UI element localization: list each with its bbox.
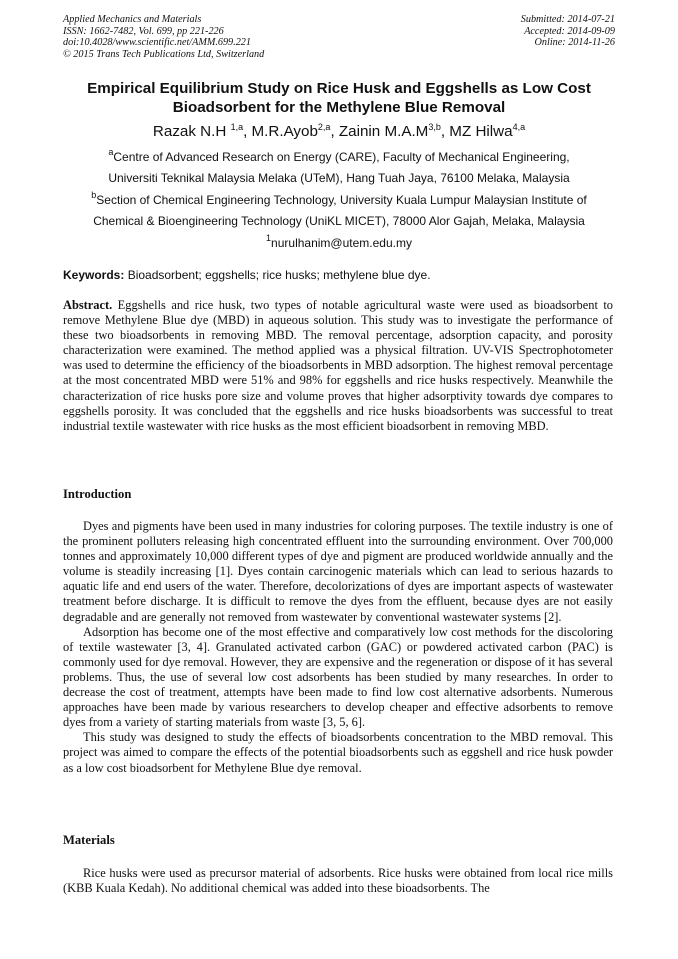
online-date: Online: 2014-11-26 xyxy=(534,37,615,48)
introduction-paragraph-2: Adsorption has become one of the most effective and comparatively low cost methods for the discoloring of textile wastewater [3, 4]. Granulated activated carbon (GAC) or powdered activated carbon (PAC) is commonly used for dye removal. However, they are expensive and the regeneration or dispose of it has several problems. Thus, the use of several low cost adsorbents has been studied by many researches. In order to decrease the cost of treatment, attempts have been made to find low cost alternative adsorbents. Numerous approaches have been made by various researchers to develop cheaper and effective adsorbents to remove dyes from a variety of starting materials from waste [3, 5, 6]. xyxy=(63,624,613,730)
author-4: , MZ Hilwa xyxy=(440,123,513,140)
introduction-paragraph-1: Dyes and pigments have been used in many industries for coloring purposes. The textile industry is one of the prominent polluters releasing high concentrated effluent into the surrounding environment. Over 700,000 tonnes and approximately 10,000 different types of dye and pigment are produced worldwide annually and the volume is steadily increasing [1]. Dyes contain carcinogenic materials which can lead to serious hazards to aquatic life and end users of the water. Therefore, decolorizations of dyes are important aspects of wastewater treatment before discharge. It is difficult to remove the dyes from the effluent, because dyes are not easily degradable and are generally not removed from wastewater by conventional wastewater systems [2]. xyxy=(63,519,613,624)
title-line-1: Empirical Equilibrium Study on Rice Husk and Eggshells as Low Cost xyxy=(87,80,591,97)
author-1: Razak N.H xyxy=(152,123,231,140)
affiliation-a-marker: a xyxy=(108,147,114,157)
author-3: , Zainin M.A.M xyxy=(330,123,429,140)
copyright-line: © 2015 Trans Tech Publications Ltd, Switzerland xyxy=(63,48,265,60)
accepted-date: Accepted: 2014-09-09 xyxy=(524,25,615,37)
issn-line: ISSN: 1662-7482, Vol. 699, pp 221-226 xyxy=(63,25,224,37)
abstract xyxy=(63,298,613,434)
affiliation-a-line-1 xyxy=(40,147,638,164)
section-heading-introduction: Introduction xyxy=(63,487,132,501)
affiliation-a-line-2: Universiti Teknikal Malaysia Melaka (UTeM), Hang Tuah Jaya, 76100 Melaka, Malaysia xyxy=(108,171,570,185)
journal-name: Applied Mechanics and Materials xyxy=(63,14,202,25)
author-3-affil: 3,b xyxy=(428,122,441,132)
abstract-label: Abstract. xyxy=(63,298,113,312)
header-left xyxy=(63,14,264,60)
doi-line: doi:10.4028/www.scientific.net/AMM.699.221 xyxy=(63,37,251,48)
introduction-paragraph-3: This study was designed to study the effects of bioadsorbents concentration to the MBD removal. This project was aimed to compare the effects of the potential bioadsorbents such as eggshell and rice husk powder as a low cost bioadsorbent for Methylene Blue dye removal. xyxy=(63,730,613,775)
author-1-affil: 1,a xyxy=(230,122,244,132)
title-line-2: Bioadsorbent for the Methylene Blue Removal xyxy=(172,98,506,116)
author-2: , M.R.Ayob xyxy=(243,123,318,140)
introduction-body xyxy=(63,519,613,776)
author-4-affil: 4,a xyxy=(512,122,526,132)
paper-title xyxy=(63,80,615,117)
affiliation-b-line-1 xyxy=(40,190,638,207)
abstract-paragraph xyxy=(63,298,613,434)
header-right xyxy=(521,14,615,49)
affiliation-b-line-2: Chemical & Bioengineering Technology (UniKL MICET), 78000 Alor Gajah, Melaka, Malaysia xyxy=(93,214,585,228)
materials-body xyxy=(63,866,613,896)
abstract-text: Eggshells and rice husk, two types of notable agricultural waste were used as bioadsorbent to remove Methylene Blue dye (MBD) in aqueous solution. This study was to investigate the performance of these two bioadsorbents in removing MBD. The removal percentage, adsorption capacity, and porosity characterization were examined. The method applied was a physical filtration. UV-VIS Spectrophotometer was used to determine the efficiency of the bioadsorbents in MBD adsorption. The highest removal percentage at the most concentrated MBD were 51% and 98% for eggshells and rice husks respectively. Meanwhile the characterization of rice husks pore size and volume proves that higher adsorptivity towards dye compares to eggshells porosity. It was concluded that the eggshells and rice husks bioadsorbents was successful to treat industrial textile wastewater with rice husks as the most efficient bioadsorbent in removing MBD. xyxy=(63,298,613,433)
author-2-affil: 2,a xyxy=(317,122,331,132)
section-heading-materials: Materials xyxy=(63,833,115,847)
submitted-date: Submitted: 2014-07-21 xyxy=(520,14,615,25)
affiliation-b-marker: b xyxy=(91,190,97,200)
keywords xyxy=(63,268,615,282)
keywords-label: Keywords: xyxy=(63,268,125,282)
affiliation-a-text-1: Centre of Advanced Research on Energy (CARE), Faculty of Mechanical Engineering, xyxy=(113,150,570,164)
keywords-text: Bioadsorbent; eggshells; rice husks; methylene blue dye. xyxy=(124,268,431,282)
affiliation-b-text-1: Section of Chemical Engineering Technology, University Kuala Lumpur Malaysian Institute of xyxy=(96,193,587,207)
email-marker: 1 xyxy=(266,233,272,243)
author-list xyxy=(40,123,638,141)
materials-paragraph-1: Rice husks were used as precursor material of adsorbents. Rice husks were obtained from local rice mills (KBB Kuala Kedah). No additional chemical was added into these bioadsorbents. The xyxy=(63,866,613,896)
author-email[interactable]: nurulhanim@utem.edu.my xyxy=(271,236,412,250)
email-line xyxy=(40,233,638,250)
